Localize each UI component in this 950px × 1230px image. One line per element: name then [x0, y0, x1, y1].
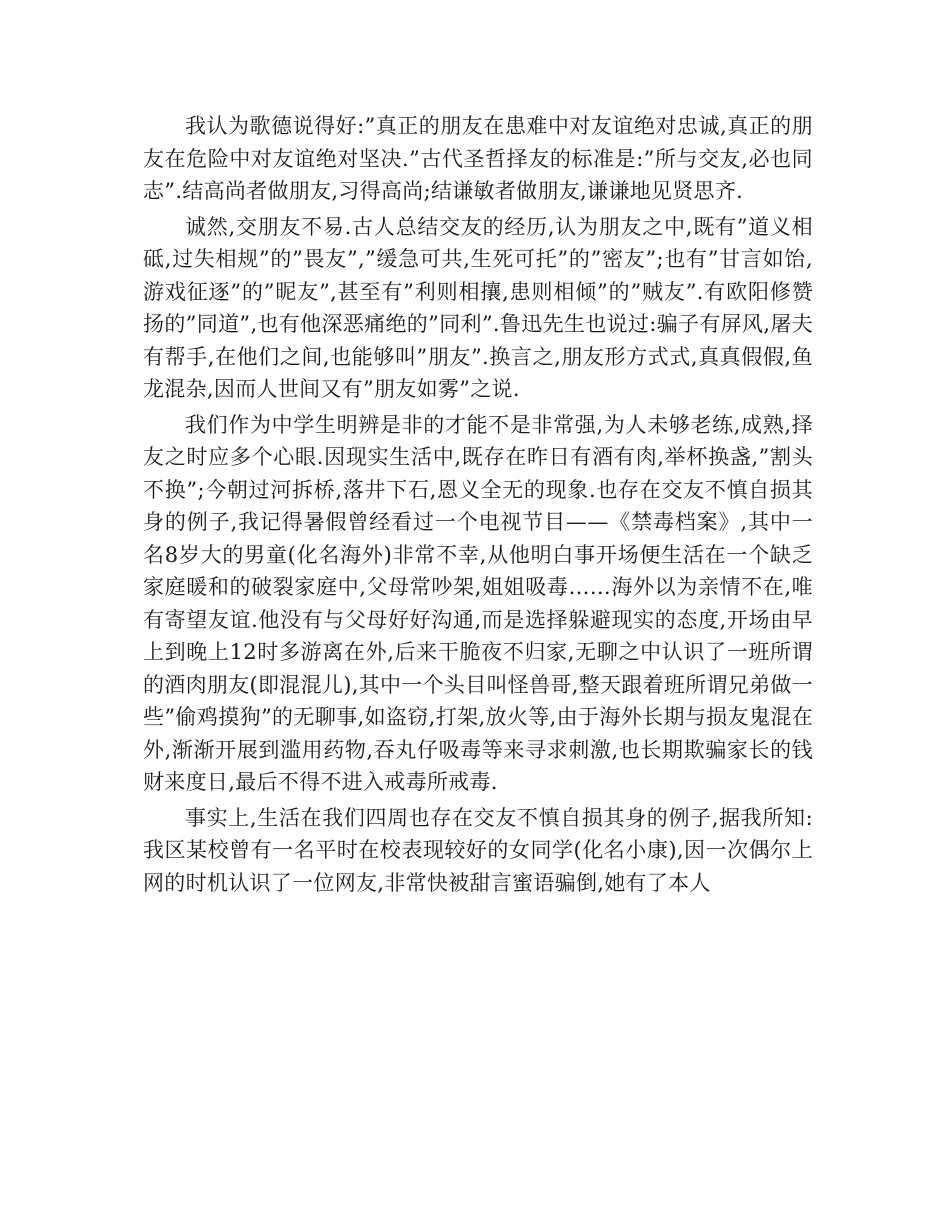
- paragraph-goethe-quote: 我认为歌德说得好:”真正的朋友在患难中对友谊绝对忠诚,真正的朋友在危险中对友谊绝对坚决.”古代圣哲择友的标准是:”所与交友,必也同志”.结高尚者做朋友,习得高尚;结谦敏者做朋友,谦谦地见贤思齐.: [143, 114, 813, 203]
- paragraph-local-example: 事实上,生活在我们四周也存在交友不慎自损其身的例子,据我所知:我区某校曾有一名平时在校表现较好的女同学(化名小康),因一次偶尔上网的时机认识了一位网友,非常快被甜言蜜语骗倒,她有了本人: [143, 805, 813, 895]
- paragraph-types-of-friends: 诚然,交朋友不易.古人总结交友的经历,认为朋友之中,既有”道义相砥,过失相规”的”畏友”,”缓急可共,生死可托”的”密友”;也有”甘言如饴,游戏征逐”的”昵友”,甚至有”利则相攘,患则相倾”的”贼友”.有欧阳修赞扬的”同道”,也有他深恶痛绝的”同利”.鲁迅先生也说过:骗子有屏风,屠夫有帮手,在他们之间,也能够叫”朋友”.换言之,朋友形方式式,真真假假,鱼龙混杂,因而人世间又有”朋友如雾”之说.: [143, 214, 813, 401]
- paragraph-student-example: 我们作为中学生明辨是非的才能不是非常强,为人未够老练,成熟,择友之时应多个心眼.因现实生活中,既存在昨日有酒有肉,举杯换盏,”割头不换”;今朝过河拆桥,落井下石,恩义全无的现象.也存在交友不慎自损其身的例子,我记得暑假曾经看过一个电视节目——《禁毒档案》,其中一名8岁大的男童(化名海外)非常不幸,从他明白事开场便生活在一个缺乏家庭暖和的破裂家庭中,父母常吵架,姐姐吸毒……海外以为亲情不在,唯有寄望友谊.他没有与父母好好沟通,而是选择躲避现实的态度,开场由早上到晚上12时多游离在外,后来干脆夜不归家,无聊之中认识了一班所谓的酒肉朋友(即混混儿),其中一个头目叫怪兽哥,整天跟着班所谓兄弟做一些”偷鸡摸狗”的无聊事,如盗窃,打架,放火等,由于海外长期与损友鬼混在外,渐渐开展到滥用药物,吞丸仔吸毒等来寻求刺激,也长期欺骗家长的钱财来度日,最后不得不进入戒毒所戒毒.: [143, 412, 813, 794]
- document-body: [143, 110, 813, 899]
